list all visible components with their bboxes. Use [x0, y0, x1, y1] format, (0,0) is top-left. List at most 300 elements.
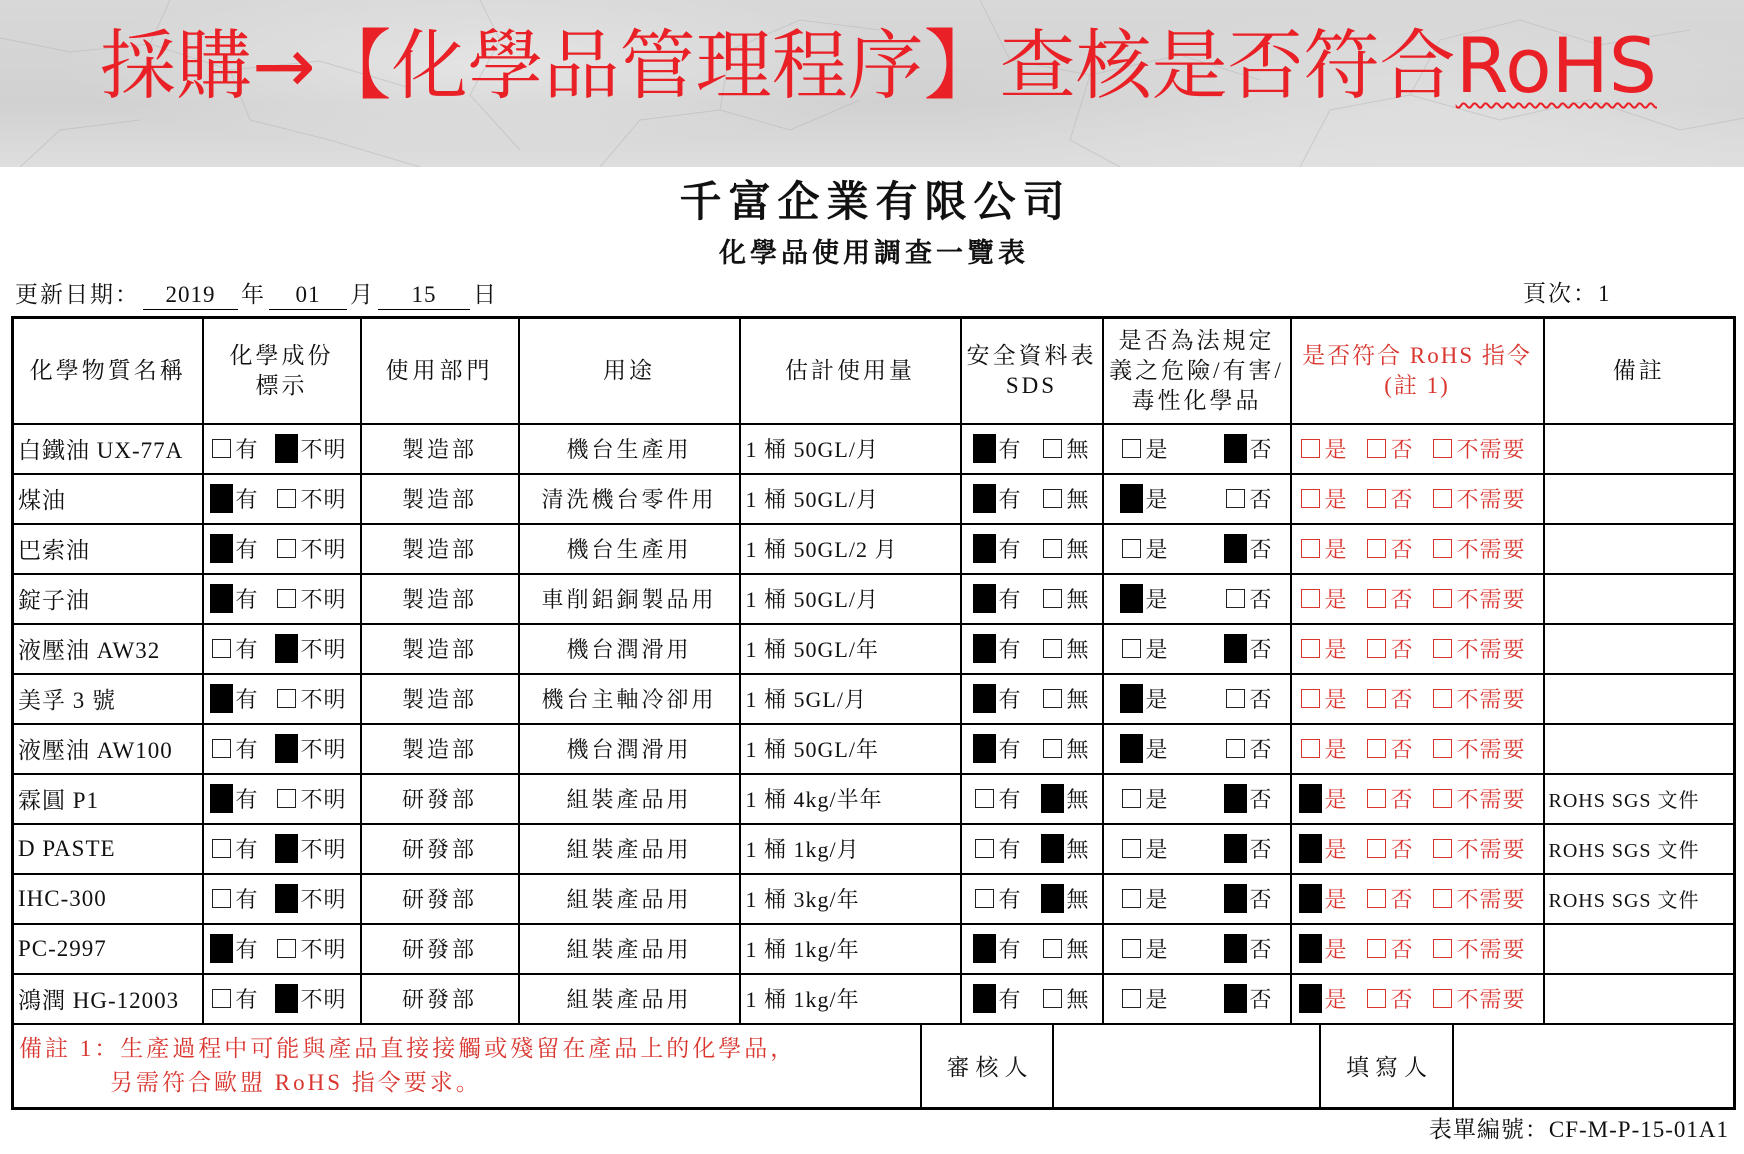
header-rohs-compliance	[1291, 318, 1544, 424]
composition-checkbox-group	[204, 576, 360, 622]
rohs-not-required-checkbox[interactable]	[1431, 584, 1455, 614]
rohs-yes-label: 是	[1324, 937, 1348, 962]
composition-checkbox-group	[204, 726, 360, 772]
sds-option-yes	[973, 533, 1022, 564]
update-day: 15	[378, 281, 470, 310]
chemical-name: 錠子油	[18, 588, 90, 613]
composition-unknown-label: 不明	[300, 837, 347, 862]
rohs-not-required-checkbox[interactable]	[1431, 984, 1455, 1014]
composition-option-yes	[210, 633, 259, 664]
rohs-checkbox-group	[1292, 876, 1543, 922]
rohs-yes-checkbox[interactable]	[1299, 984, 1323, 1014]
rohs-yes-label: 是	[1324, 987, 1348, 1012]
cell-dept	[361, 924, 519, 974]
rohs-option-not-required	[1431, 633, 1526, 664]
rohs-option-no	[1365, 683, 1414, 714]
rohs-no-checkbox[interactable]	[1365, 584, 1389, 614]
composition-option-yes	[210, 983, 259, 1014]
composition-option-yes	[210, 683, 259, 714]
hazard-yes-checkbox[interactable]	[1120, 884, 1144, 914]
composition-yes-checkbox[interactable]	[210, 684, 234, 714]
rohs-yes-checkbox[interactable]	[1299, 434, 1323, 464]
table-footer-row	[13, 1024, 1735, 1109]
rohs-no-label: 否	[1390, 587, 1414, 612]
cell-remark	[1544, 474, 1735, 524]
composition-option-unknown	[275, 933, 347, 964]
sds-yes-checkbox[interactable]	[973, 984, 997, 1014]
cell-sds	[961, 724, 1103, 774]
rohs-yes-checkbox[interactable]	[1299, 484, 1323, 514]
hazard-yes-label: 是	[1145, 787, 1169, 812]
hazard-no-label: 否	[1249, 837, 1273, 862]
cell-name	[13, 424, 203, 474]
sds-option-yes	[973, 983, 1022, 1014]
composition-option-unknown	[275, 733, 347, 764]
hazard-yes-checkbox[interactable]	[1120, 534, 1144, 564]
composition-checkbox-group	[204, 876, 360, 922]
estimated-usage: 1 桶 3kg/年	[745, 887, 860, 912]
cell-remark	[1544, 724, 1735, 774]
header-purpose	[519, 318, 740, 424]
rohs-option-yes	[1299, 933, 1348, 964]
rohs-no-label: 否	[1390, 937, 1414, 962]
composition-unknown-label: 不明	[300, 487, 347, 512]
rohs-not-required-checkbox[interactable]	[1431, 934, 1455, 964]
cell-hazard	[1103, 824, 1291, 874]
composition-yes-checkbox[interactable]	[210, 434, 234, 464]
rohs-option-no	[1365, 933, 1414, 964]
cell-remark	[1544, 824, 1735, 874]
cell-usage	[740, 824, 961, 874]
hazard-yes-label: 是	[1145, 737, 1169, 762]
estimated-usage: 1 桶 1kg/年	[745, 987, 860, 1012]
sds-no-checkbox[interactable]	[1041, 534, 1065, 564]
hazard-no-checkbox[interactable]	[1224, 834, 1248, 864]
composition-yes-checkbox[interactable]	[210, 584, 234, 614]
composition-unknown-checkbox[interactable]	[275, 684, 299, 714]
rohs-no-checkbox[interactable]	[1365, 734, 1389, 764]
composition-yes-label: 有	[235, 637, 259, 662]
cell-dept	[361, 474, 519, 524]
hazard-yes-label: 是	[1145, 837, 1169, 862]
rohs-not-required-label: 不需要	[1456, 437, 1526, 462]
cell-usage	[740, 624, 961, 674]
hazard-checkbox-group	[1104, 676, 1290, 722]
cell-hazard	[1103, 574, 1291, 624]
rohs-checkbox-group	[1292, 776, 1543, 822]
sds-no-checkbox[interactable]	[1041, 634, 1065, 664]
sds-yes-checkbox[interactable]	[973, 784, 997, 814]
sds-yes-label: 有	[998, 637, 1022, 662]
rohs-no-checkbox[interactable]	[1365, 434, 1389, 464]
sds-option-yes	[973, 483, 1022, 514]
hazard-no-checkbox[interactable]	[1224, 884, 1248, 914]
cell-use	[519, 824, 740, 874]
cell-name	[13, 724, 203, 774]
rohs-yes-checkbox[interactable]	[1299, 684, 1323, 714]
sds-yes-checkbox[interactable]	[973, 884, 997, 914]
composition-unknown-checkbox[interactable]	[275, 934, 299, 964]
composition-yes-checkbox[interactable]	[210, 634, 234, 664]
hazard-no-checkbox[interactable]	[1224, 484, 1248, 514]
hazard-yes-checkbox[interactable]	[1120, 984, 1144, 1014]
sds-no-checkbox[interactable]	[1041, 784, 1065, 814]
composition-yes-checkbox[interactable]	[210, 834, 234, 864]
rohs-no-checkbox[interactable]	[1365, 834, 1389, 864]
department: 研發部	[401, 887, 477, 912]
estimated-usage: 1 桶 50GL/月	[745, 487, 879, 512]
cell-sds	[961, 924, 1103, 974]
rohs-option-yes	[1299, 533, 1348, 564]
cell-rohs	[1291, 774, 1544, 824]
hazard-no-checkbox[interactable]	[1224, 434, 1248, 464]
composition-option-yes	[210, 933, 259, 964]
rohs-option-not-required	[1431, 883, 1526, 914]
sds-yes-checkbox[interactable]	[973, 934, 997, 964]
cell-dept	[361, 974, 519, 1024]
composition-yes-checkbox[interactable]	[210, 734, 234, 764]
sds-checkbox-group	[962, 426, 1102, 472]
department: 製造部	[401, 637, 477, 662]
chemical-name: 液壓油 AW32	[18, 638, 161, 663]
sds-no-checkbox[interactable]	[1041, 484, 1065, 514]
composition-unknown-checkbox[interactable]	[275, 484, 299, 514]
cell-dept	[361, 674, 519, 724]
rohs-yes-label: 是	[1324, 487, 1348, 512]
composition-yes-checkbox[interactable]	[210, 534, 234, 564]
rohs-not-required-checkbox[interactable]	[1431, 484, 1455, 514]
composition-option-unknown	[275, 883, 347, 914]
rohs-no-checkbox[interactable]	[1365, 934, 1389, 964]
cell-dept	[361, 424, 519, 474]
chemical-name: 白鐵油 UX-77A	[18, 438, 184, 463]
cell-name	[13, 574, 203, 624]
rohs-yes-checkbox[interactable]	[1299, 584, 1323, 614]
hazard-yes-label: 是	[1145, 487, 1169, 512]
rohs-not-required-label: 不需要	[1456, 737, 1526, 762]
rohs-no-checkbox[interactable]	[1365, 634, 1389, 664]
chemical-name: D PASTE	[18, 835, 116, 861]
estimated-usage: 1 桶 50GL/年	[745, 637, 879, 662]
composition-option-unknown	[275, 683, 347, 714]
hazard-no-checkbox[interactable]	[1224, 784, 1248, 814]
hazard-option-no	[1224, 933, 1273, 964]
composition-yes-label: 有	[235, 937, 259, 962]
rohs-yes-label: 是	[1324, 687, 1348, 712]
cell-sds	[961, 824, 1103, 874]
cell-rohs	[1291, 624, 1544, 674]
hazard-option-no	[1224, 433, 1273, 464]
remark-text: ROHS SGS 文件	[1548, 790, 1700, 812]
purpose: 機台生產用	[566, 537, 692, 562]
hazard-yes-label: 是	[1145, 987, 1169, 1012]
composition-option-unknown	[275, 483, 347, 514]
purpose: 組裝產品用	[566, 887, 692, 912]
rohs-option-yes	[1299, 783, 1348, 814]
sds-option-no	[1041, 833, 1090, 864]
chemical-name: PC-2997	[18, 935, 107, 961]
rohs-checkbox-group	[1292, 976, 1543, 1022]
composition-yes-label: 有	[235, 887, 259, 912]
hazard-no-checkbox[interactable]	[1224, 584, 1248, 614]
hazard-option-yes	[1120, 733, 1169, 764]
rohs-option-no	[1365, 433, 1414, 464]
remark-text: ROHS SGS 文件	[1548, 890, 1700, 912]
chemical-name: 液壓油 AW100	[18, 738, 173, 763]
header-sds-text: 安全資料表	[966, 342, 1097, 368]
cell-rohs	[1291, 974, 1544, 1024]
composition-unknown-checkbox[interactable]	[275, 584, 299, 614]
sds-no-checkbox[interactable]	[1041, 934, 1065, 964]
rohs-not-required-checkbox[interactable]	[1431, 734, 1455, 764]
hazard-option-yes	[1120, 583, 1169, 614]
cell-remark	[1544, 924, 1735, 974]
composition-unknown-checkbox[interactable]	[275, 534, 299, 564]
rohs-no-checkbox[interactable]	[1365, 534, 1389, 564]
rohs-no-checkbox[interactable]	[1365, 784, 1389, 814]
hazard-yes-checkbox[interactable]	[1120, 584, 1144, 614]
composition-yes-checkbox[interactable]	[210, 484, 234, 514]
rohs-not-required-checkbox[interactable]	[1431, 434, 1455, 464]
table-row	[13, 524, 1735, 574]
sds-yes-checkbox[interactable]	[973, 484, 997, 514]
header-sds	[961, 318, 1103, 424]
sds-yes-checkbox[interactable]	[973, 534, 997, 564]
hazard-yes-checkbox[interactable]	[1120, 934, 1144, 964]
cell-usage	[740, 774, 961, 824]
cell-remark	[1544, 424, 1735, 474]
hazard-no-checkbox[interactable]	[1224, 934, 1248, 964]
rohs-not-required-checkbox[interactable]	[1431, 784, 1455, 814]
composition-yes-label: 有	[235, 437, 259, 462]
sds-option-yes	[973, 783, 1022, 814]
composition-yes-label: 有	[235, 587, 259, 612]
update-year: 2019	[143, 281, 238, 310]
composition-option-unknown	[275, 783, 347, 814]
hazard-option-no	[1224, 833, 1273, 864]
hazard-no-checkbox[interactable]	[1224, 734, 1248, 764]
sds-no-checkbox[interactable]	[1041, 684, 1065, 714]
rohs-no-label: 否	[1390, 437, 1414, 462]
cell-usage	[740, 874, 961, 924]
rohs-not-required-checkbox[interactable]	[1431, 534, 1455, 564]
header-department	[361, 318, 519, 424]
sds-no-checkbox[interactable]	[1041, 834, 1065, 864]
sds-yes-checkbox[interactable]	[973, 634, 997, 664]
hazard-yes-checkbox[interactable]	[1120, 634, 1144, 664]
rohs-not-required-checkbox[interactable]	[1431, 834, 1455, 864]
rohs-not-required-label: 不需要	[1456, 887, 1526, 912]
sds-yes-checkbox[interactable]	[973, 434, 997, 464]
composition-unknown-checkbox[interactable]	[275, 634, 299, 664]
cell-dept	[361, 874, 519, 924]
rohs-yes-checkbox[interactable]	[1299, 784, 1323, 814]
composition-checkbox-group	[204, 626, 360, 672]
sds-option-no	[1041, 733, 1090, 764]
composition-yes-label: 有	[235, 687, 259, 712]
table-row	[13, 724, 1735, 774]
sds-checkbox-group	[962, 726, 1102, 772]
sds-checkbox-group	[962, 976, 1102, 1022]
cell-use	[519, 874, 740, 924]
composition-yes-checkbox[interactable]	[210, 984, 234, 1014]
rohs-yes-checkbox[interactable]	[1299, 634, 1323, 664]
hazard-no-label: 否	[1249, 937, 1273, 962]
footer-cell	[13, 1024, 1735, 1109]
hazard-checkbox-group	[1104, 626, 1290, 672]
hazard-yes-checkbox[interactable]	[1120, 734, 1144, 764]
sds-yes-checkbox[interactable]	[973, 584, 997, 614]
update-month-unit: 月	[350, 282, 375, 307]
sds-option-yes	[973, 733, 1022, 764]
header-hazardous-chemical-text: 是否為法規定	[1118, 327, 1275, 353]
rohs-not-required-checkbox[interactable]	[1431, 634, 1455, 664]
cell-composition	[203, 974, 361, 1024]
hazard-yes-checkbox[interactable]	[1120, 434, 1144, 464]
rohs-no-checkbox[interactable]	[1365, 984, 1389, 1014]
header-estimated-usage-text: 估計使用量	[785, 357, 915, 383]
sds-yes-label: 有	[998, 887, 1022, 912]
rohs-not-required-label: 不需要	[1456, 937, 1526, 962]
hazard-no-checkbox[interactable]	[1224, 984, 1248, 1014]
rohs-not-required-checkbox[interactable]	[1431, 884, 1455, 914]
cell-sds	[961, 874, 1103, 924]
rohs-not-required-checkbox[interactable]	[1431, 684, 1455, 714]
hazard-no-checkbox[interactable]	[1224, 684, 1248, 714]
sds-no-checkbox[interactable]	[1041, 584, 1065, 614]
composition-option-yes	[210, 583, 259, 614]
composition-unknown-label: 不明	[300, 737, 347, 762]
sds-yes-label: 有	[998, 837, 1022, 862]
cell-usage	[740, 924, 961, 974]
sds-yes-label: 有	[998, 487, 1022, 512]
sds-option-yes	[973, 883, 1022, 914]
sds-yes-checkbox[interactable]	[973, 684, 997, 714]
cell-composition	[203, 674, 361, 724]
composition-unknown-label: 不明	[300, 587, 347, 612]
header-department-text: 使用部門	[385, 357, 494, 383]
rohs-yes-checkbox[interactable]	[1299, 884, 1323, 914]
cell-usage	[740, 524, 961, 574]
rohs-yes-checkbox[interactable]	[1299, 834, 1323, 864]
rohs-yes-checkbox[interactable]	[1299, 934, 1323, 964]
composition-unknown-label: 不明	[300, 787, 347, 812]
rohs-yes-checkbox[interactable]	[1299, 734, 1323, 764]
table-row	[13, 674, 1735, 724]
rohs-checkbox-group	[1292, 526, 1543, 572]
cell-name	[13, 774, 203, 824]
header-composition-label-text: 化學成份	[229, 342, 334, 368]
sds-no-checkbox[interactable]	[1041, 984, 1065, 1014]
hazard-no-label: 否	[1249, 587, 1273, 612]
composition-option-yes	[210, 483, 259, 514]
hazard-yes-checkbox[interactable]	[1120, 784, 1144, 814]
composition-unknown-checkbox[interactable]	[275, 434, 299, 464]
hazard-no-label: 否	[1249, 887, 1273, 912]
rohs-yes-checkbox[interactable]	[1299, 534, 1323, 564]
sds-no-checkbox[interactable]	[1041, 434, 1065, 464]
composition-yes-checkbox[interactable]	[210, 934, 234, 964]
hazard-yes-label: 是	[1145, 587, 1169, 612]
footnote-line-2: 另需符合歐盟 RoHS 指令要求。	[110, 1069, 482, 1095]
cell-remark	[1544, 974, 1735, 1024]
hazard-no-checkbox[interactable]	[1224, 634, 1248, 664]
sds-yes-checkbox[interactable]	[973, 834, 997, 864]
composition-yes-checkbox[interactable]	[210, 884, 234, 914]
estimated-usage: 1 桶 50GL/2 月	[745, 537, 898, 562]
hazard-option-yes	[1120, 533, 1169, 564]
sds-checkbox-group	[962, 926, 1102, 972]
cell-remark	[1544, 624, 1735, 674]
chemical-usage-table	[11, 316, 1736, 1110]
rohs-option-no	[1365, 733, 1414, 764]
hazard-option-yes	[1120, 883, 1169, 914]
sds-option-yes	[973, 633, 1022, 664]
rohs-option-no	[1365, 783, 1414, 814]
purpose: 車削鋁銅製品用	[541, 587, 717, 612]
rohs-option-not-required	[1431, 983, 1526, 1014]
sds-option-no	[1041, 983, 1090, 1014]
rohs-no-checkbox[interactable]	[1365, 684, 1389, 714]
cell-usage	[740, 474, 961, 524]
rohs-option-yes	[1299, 683, 1348, 714]
cell-hazard	[1103, 674, 1291, 724]
rohs-option-no	[1365, 983, 1414, 1014]
composition-unknown-checkbox[interactable]	[275, 834, 299, 864]
composition-unknown-checkbox[interactable]	[275, 884, 299, 914]
cell-remark	[1544, 524, 1735, 574]
rohs-option-yes	[1299, 983, 1348, 1014]
composition-option-unknown	[275, 833, 347, 864]
cell-dept	[361, 774, 519, 824]
hazard-yes-checkbox[interactable]	[1120, 484, 1144, 514]
hazard-no-checkbox[interactable]	[1224, 534, 1248, 564]
composition-unknown-checkbox[interactable]	[275, 984, 299, 1014]
cell-composition	[203, 824, 361, 874]
sds-yes-checkbox[interactable]	[973, 734, 997, 764]
composition-yes-checkbox[interactable]	[210, 784, 234, 814]
cell-rohs	[1291, 524, 1544, 574]
cell-name	[13, 874, 203, 924]
slide-title-banner	[0, 0, 1744, 167]
page-number: 頁次：1	[1523, 281, 1612, 306]
department: 製造部	[401, 587, 477, 612]
composition-unknown-checkbox[interactable]	[275, 784, 299, 814]
rohs-option-yes	[1299, 883, 1348, 914]
composition-unknown-checkbox[interactable]	[275, 734, 299, 764]
hazard-yes-checkbox[interactable]	[1120, 684, 1144, 714]
table-row	[13, 874, 1735, 924]
table-row	[13, 774, 1735, 824]
rohs-option-yes	[1299, 833, 1348, 864]
purpose: 清洗機台零件用	[541, 487, 717, 512]
hazard-yes-label: 是	[1145, 937, 1169, 962]
cell-sds	[961, 774, 1103, 824]
sds-no-label: 無	[1066, 537, 1090, 562]
table-row	[13, 924, 1735, 974]
cell-usage	[740, 724, 961, 774]
cell-rohs	[1291, 474, 1544, 524]
composition-yes-label: 有	[235, 737, 259, 762]
hazard-yes-checkbox[interactable]	[1120, 834, 1144, 864]
cell-sds	[961, 674, 1103, 724]
rohs-not-required-label: 不需要	[1456, 487, 1526, 512]
sds-no-checkbox[interactable]	[1041, 884, 1065, 914]
rohs-no-checkbox[interactable]	[1365, 484, 1389, 514]
sds-no-checkbox[interactable]	[1041, 734, 1065, 764]
composition-yes-label: 有	[235, 537, 259, 562]
rohs-no-checkbox[interactable]	[1365, 884, 1389, 914]
